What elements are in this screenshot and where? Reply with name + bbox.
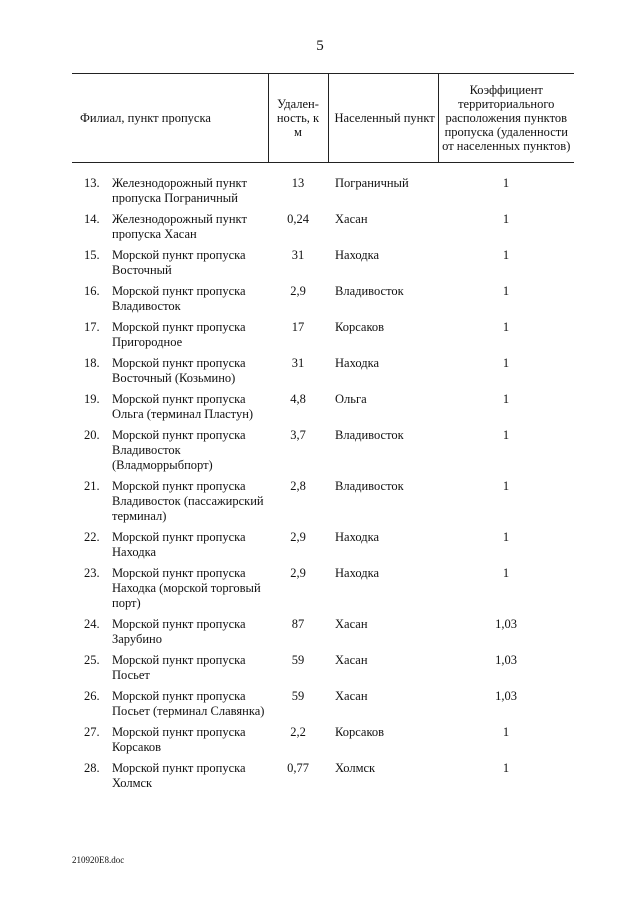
coefficient-value: 1 bbox=[502, 392, 510, 406]
coefficient-value: 1 bbox=[502, 176, 510, 190]
table-row bbox=[72, 356, 574, 392]
table-body bbox=[72, 163, 574, 798]
distance-value: 2,9 bbox=[290, 530, 306, 544]
distance-value: 13 bbox=[291, 176, 305, 190]
table-row bbox=[72, 320, 574, 356]
settlement-name: Владивосток bbox=[335, 479, 404, 493]
checkpoint-name: Морской пункт пропуска Ольга (терминал Пластун) bbox=[112, 392, 254, 421]
row-number: 16. bbox=[84, 284, 100, 298]
checkpoint-name: Морской пункт пропуска Посьет bbox=[112, 653, 246, 682]
settlement-name: Владивосток bbox=[335, 284, 404, 298]
coefficient-value: 1 bbox=[502, 212, 510, 226]
coefficient-value: 1 bbox=[502, 320, 510, 334]
row-number: 15. bbox=[84, 248, 100, 262]
checkpoint-name: Железнодорожный пункт пропуска Пограничный bbox=[112, 176, 247, 205]
checkpoint-name: Морской пункт пропуска Посьет (терминал Славянка) bbox=[112, 689, 265, 718]
checkpoint-name: Морской пункт пропуска Владивосток (Владморрыбпорт) bbox=[112, 428, 246, 472]
header-distance bbox=[268, 74, 328, 163]
table-row bbox=[72, 428, 574, 479]
row-number: 25. bbox=[84, 653, 100, 667]
distance-value: 31 bbox=[291, 248, 305, 262]
row-number: 18. bbox=[84, 356, 100, 370]
coefficient-value: 1 bbox=[502, 761, 510, 775]
coefficient-value: 1 bbox=[502, 566, 510, 580]
coefficient-value: 1 bbox=[502, 479, 510, 493]
distance-value: 87 bbox=[291, 617, 305, 631]
checkpoint-name: Морской пункт пропуска Владивосток bbox=[112, 284, 246, 313]
settlement-name: Хасан bbox=[335, 212, 368, 226]
row-number: 24. bbox=[84, 617, 100, 631]
table-row bbox=[72, 653, 574, 689]
table-row bbox=[72, 163, 574, 213]
checkpoint-name: Морской пункт пропуска Находка bbox=[112, 530, 246, 559]
settlement-name: Находка bbox=[335, 356, 380, 370]
row-number: 26. bbox=[84, 689, 100, 703]
row-number: 21. bbox=[84, 479, 100, 493]
distance-value: 2,9 bbox=[290, 284, 306, 298]
distance-value: 59 bbox=[291, 689, 305, 703]
checkpoint-name: Морской пункт пропуска Владивосток (пассажирский терминал) bbox=[112, 479, 264, 523]
distance-value: 17 bbox=[291, 320, 305, 334]
table-row bbox=[72, 392, 574, 428]
coefficient-value: 1 bbox=[502, 530, 510, 544]
table-header bbox=[72, 74, 574, 163]
row-number: 19. bbox=[84, 392, 100, 406]
checkpoint-name: Морской пункт пропуска Корсаков bbox=[112, 725, 246, 754]
coefficient-value: 1 bbox=[502, 725, 510, 739]
row-number: 13. bbox=[84, 176, 100, 190]
coefficient-value: 1,03 bbox=[495, 689, 517, 703]
row-number: 14. bbox=[84, 212, 100, 226]
settlement-name: Корсаков bbox=[335, 320, 385, 334]
coefficient-value: 1 bbox=[502, 356, 510, 370]
page-number: 5 bbox=[316, 38, 324, 54]
table-row bbox=[72, 617, 574, 653]
settlement-name: Пограничный bbox=[335, 176, 409, 190]
document-id: 210920E8.doc bbox=[72, 855, 125, 865]
checkpoint-name: Железнодорожный пункт пропуска Хасан bbox=[112, 212, 247, 241]
table-row bbox=[72, 530, 574, 566]
coefficient-value: 1,03 bbox=[495, 653, 517, 667]
row-number: 20. bbox=[84, 428, 100, 442]
checkpoint-name: Морской пункт пропуска Зарубино bbox=[112, 617, 246, 646]
settlement-name: Холмск bbox=[335, 761, 376, 775]
checkpoint-name: Морской пункт пропуска Восточный (Козьмино) bbox=[112, 356, 246, 385]
row-number: 22. bbox=[84, 530, 100, 544]
table-row bbox=[72, 284, 574, 320]
row-number: 17. bbox=[84, 320, 100, 334]
settlement-name: Хасан bbox=[335, 653, 368, 667]
table-row bbox=[72, 689, 574, 725]
settlement-name: Находка bbox=[335, 530, 380, 544]
distance-value: 0,24 bbox=[287, 212, 309, 226]
header-branch-checkpoint: Филиал, пункт пропуска bbox=[72, 74, 268, 163]
coefficient-value: 1 bbox=[502, 428, 510, 442]
table-row bbox=[72, 761, 574, 797]
checkpoint-name: Морской пункт пропуска Пригородное bbox=[112, 320, 246, 349]
coefficient-value: 1 bbox=[502, 248, 510, 262]
settlement-name: Хасан bbox=[335, 617, 368, 631]
table-row bbox=[72, 566, 574, 617]
checkpoint-table bbox=[72, 73, 574, 797]
header-coefficient: Коэффициент территориального расположения пунктов пропуска (удаленности от населенных пунктов) bbox=[438, 74, 574, 163]
settlement-name: Ольга bbox=[335, 392, 367, 406]
distance-value: 2,2 bbox=[290, 725, 306, 739]
distance-value: 59 bbox=[291, 653, 305, 667]
header-settlement: Населенный пункт bbox=[328, 74, 438, 163]
distance-value: 4,8 bbox=[290, 392, 306, 406]
distance-value: 2,8 bbox=[290, 479, 306, 493]
row-number: 27. bbox=[84, 725, 100, 739]
coefficient-value: 1 bbox=[502, 284, 510, 298]
distance-value: 3,7 bbox=[290, 428, 306, 442]
table-row bbox=[72, 479, 574, 530]
checkpoint-name: Морской пункт пропуска Восточный bbox=[112, 248, 246, 277]
table-row bbox=[72, 248, 574, 284]
checkpoint-name: Морской пункт пропуска Находка (морской торговый порт) bbox=[112, 566, 261, 610]
header-distance-text: Удален-ность, км bbox=[276, 97, 320, 139]
settlement-name: Владивосток bbox=[335, 428, 404, 442]
table-row bbox=[72, 212, 574, 248]
settlement-name: Корсаков bbox=[335, 725, 385, 739]
coefficient-value: 1,03 bbox=[495, 617, 517, 631]
settlement-name: Находка bbox=[335, 566, 380, 580]
row-number: 23. bbox=[84, 566, 100, 580]
settlement-name: Находка bbox=[335, 248, 380, 262]
settlement-name: Хасан bbox=[335, 689, 368, 703]
table-row bbox=[72, 725, 574, 761]
distance-value: 0,77 bbox=[287, 761, 309, 775]
checkpoint-name: Морской пункт пропуска Холмск bbox=[112, 761, 246, 790]
row-number: 28. bbox=[84, 761, 100, 775]
distance-value: 31 bbox=[291, 356, 305, 370]
distance-value: 2,9 bbox=[290, 566, 306, 580]
